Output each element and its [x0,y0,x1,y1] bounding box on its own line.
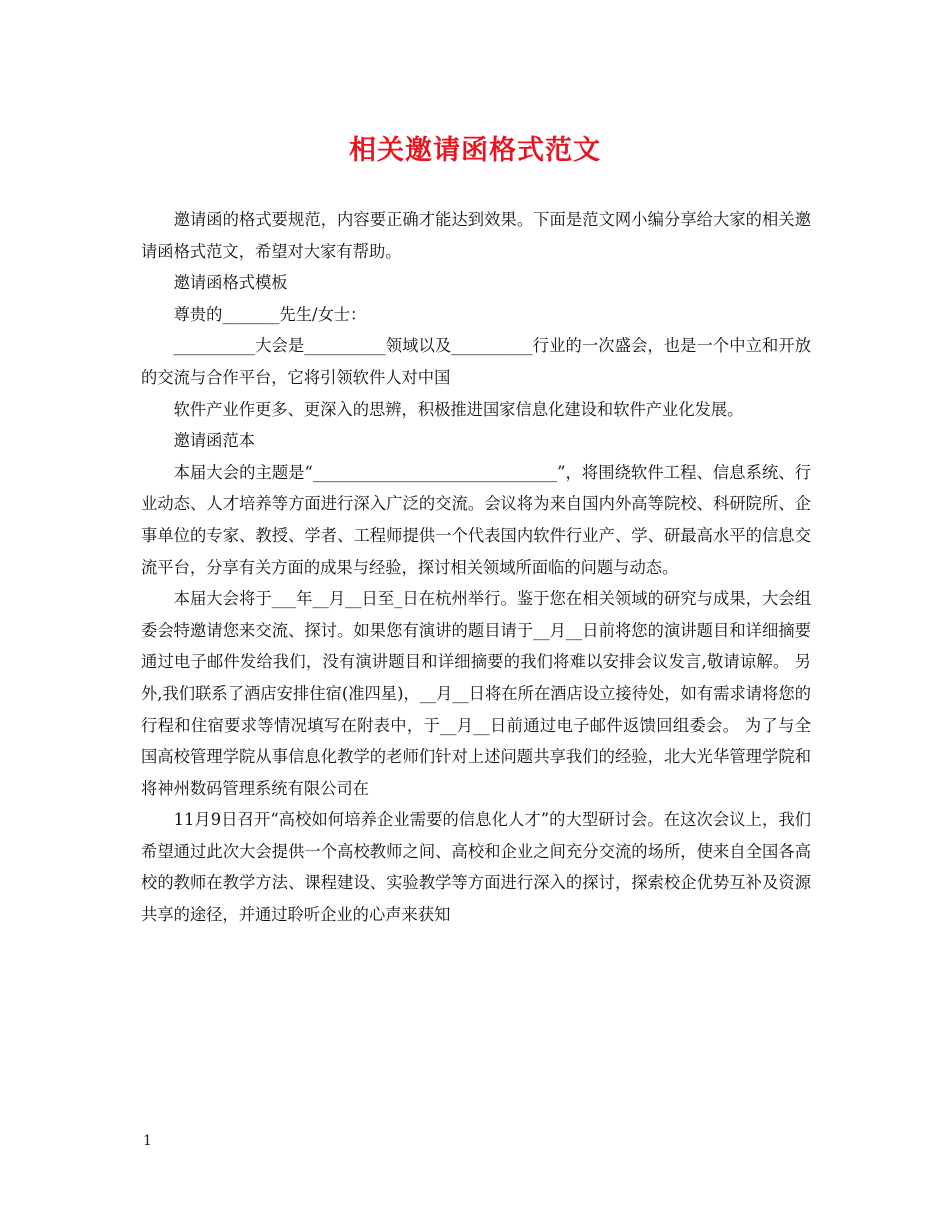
paragraph-intro: 邀请函的格式要规范，内容要正确才能达到效果。下面是范文网小编分享给大家的相关邀请函格式范文，希望对大家有帮助。 [141,210,811,261]
paragraph-conference-description: __________大会是__________领域以及__________行业的一次盛会，也是一个中立和开放的交流与合作平台，它将引领软件人对中国 [141,336,811,387]
paragraph-sample-heading: 邀请函范本 [173,431,256,451]
paragraph-industry-development: 软件产业作更多、更深入的思辨，积极推进国家信息化建设和软件产业化发展。 [173,399,744,419]
paragraph-conference-schedule: 本届大会将于___年__月__日至_日在杭州举行。鉴于您在相关领域的研究与成果，大会组委会特邀请您来交流、探讨。如果您有演讲的题目请于__月__日前将您的演讲题目和详细摘要通过电子邮件发给我们，没有演讲题目和详细摘要的我们将难以安排会议发言,敬请谅解。 另外,我们联系了酒店安排住宿(准四星)，__月__日将在所在酒店设立接待处，如有需求请将您的行程和住宿要求等情况填写在附表中，于__月__日前通过电子邮件返馈回组委会。 为了与全国高校管理学院从事信息化教学的老师们针对上述问题共享我们的经验，北大光华管理学院和将神州数码管理系统有限公司在 [141,589,811,798]
paragraph-seminar: 11月9日召开“高校如何培养企业需要的信息化人才”的大型研讨会。在这次会议上，我们希望通过此次大会提供一个高校教师之间、高校和企业之间充分交流的场所，使来自全国各高校的教师在教学方法、课程建设、实验教学等方面进行深入的探讨，探索校企优势互补及资源共享的途径，并通过聆听企业的心声来获知 [141,810,811,925]
paragraph-template-heading: 邀请函格式模板 [173,273,288,293]
document-title: 相关邀请函格式范文 [349,135,601,166]
document-body [141,204,811,931]
page-number: 1 [143,1133,152,1149]
paragraph-salutation: 尊贵的_______先生/女士： [173,304,367,324]
paragraph-conference-theme: 本届大会的主题是“______________________________”，将围绕软件工程、信息系统、行业动态、人才培养等方面进行深入广泛的交流。会议将为来自国内外高等院校、科研院所、企事单位的专家、教授、学者、工程师提供一个代表国内软件行业产、学、研最高水平的信息交流平台，分享有关方面的成果与经验，探讨相关领域所面临的问题与动态。 [141,462,811,577]
